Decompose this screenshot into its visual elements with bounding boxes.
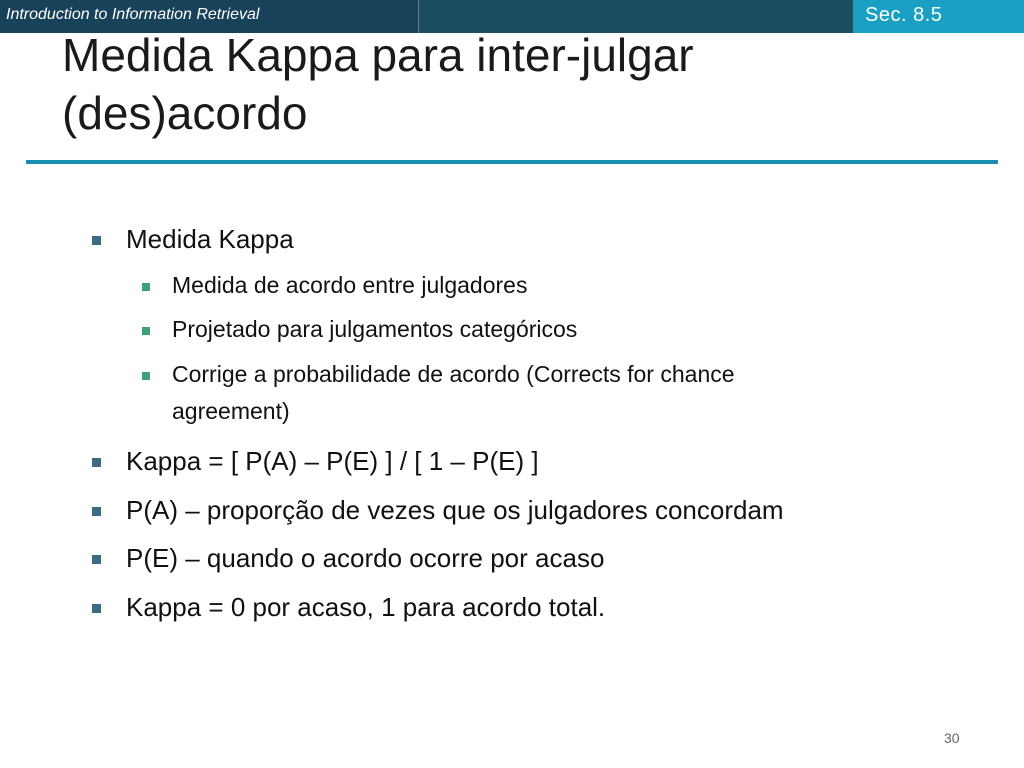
bullet-marker [92, 458, 101, 467]
slide-title-line-2: (des)acordo [62, 87, 308, 139]
bullet-marker [92, 604, 101, 613]
bullet-item: Medida Kappa [126, 224, 294, 254]
section-label: Sec. 8.5 [865, 4, 943, 26]
page-number: 30 [944, 730, 960, 746]
bullet-item: Kappa = 0 por acaso, 1 para acordo total. [126, 592, 606, 622]
sub-bullet-item: Projetado para julgamentos categóricos [172, 316, 578, 342]
sub-bullet-marker [142, 283, 150, 291]
bullet-marker [92, 236, 101, 245]
bullet-marker [92, 507, 101, 516]
bullet-item: Kappa = [ P(A) – P(E) ] / [ 1 – P(E) ] [126, 446, 539, 476]
bullet-marker [92, 555, 101, 564]
slide-title-line-1: Medida Kappa para inter-julgar [62, 29, 694, 81]
course-title: Introduction to Information Retrieval [6, 6, 260, 23]
bullet-item: P(E) – quando o acordo ocorre por acaso [126, 543, 605, 573]
sub-bullet-marker [142, 372, 150, 380]
sub-bullet-item: Medida de acordo entre julgadores [172, 272, 528, 298]
sub-bullet-marker [142, 327, 150, 335]
sub-bullet-item: Corrige a probabilidade de acordo (Corrects for chance [172, 361, 735, 387]
sub-bullet-continuation: agreement) [172, 398, 290, 424]
bullet-item: P(A) – proporção de vezes que os julgadores concordam [126, 495, 784, 525]
